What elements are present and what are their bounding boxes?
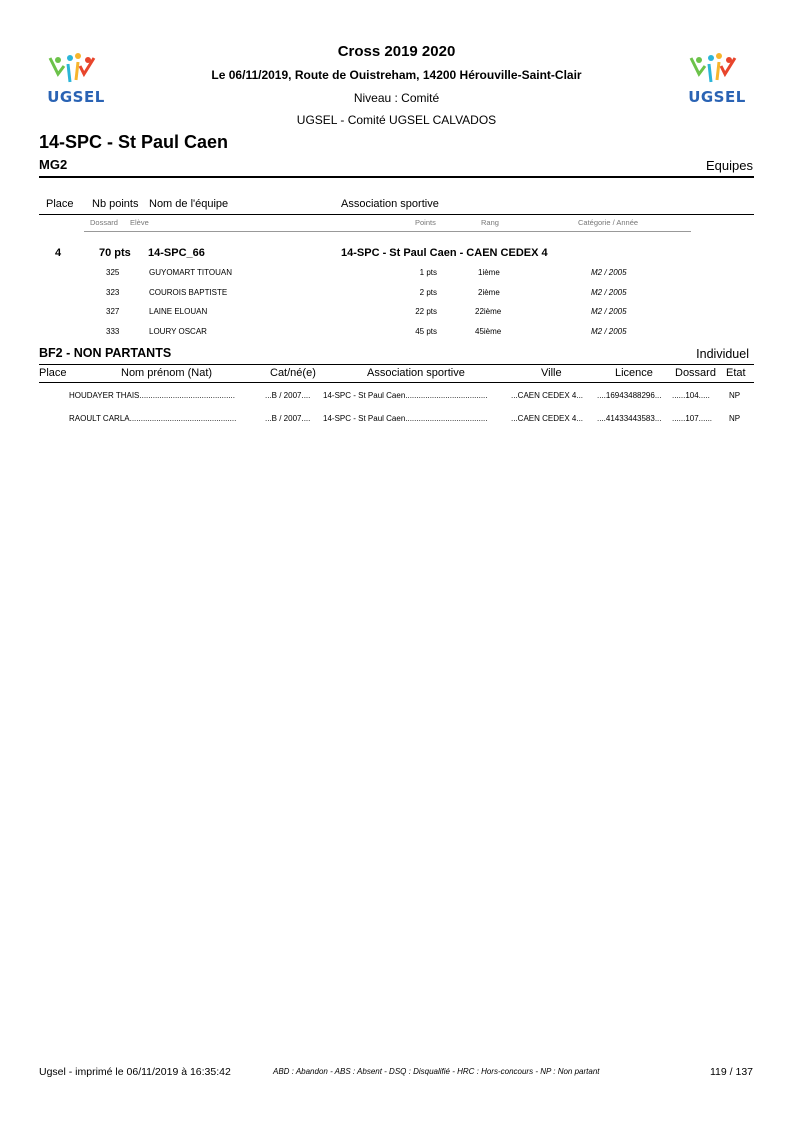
ns-col-city: Ville <box>541 367 562 379</box>
ns-status: NP <box>729 414 741 423</box>
team-name: 14-SPC_66 <box>148 247 205 259</box>
non-starters-type-label: Individuel <box>696 347 749 361</box>
member-rank: 2ième <box>478 288 500 297</box>
col-association-header: Association sportive <box>341 198 439 210</box>
col-team-name-header: Nom de l'équipe <box>149 198 229 210</box>
footer-printed: Ugsel - imprimé le 06/11/2019 à 16:35:42 <box>39 1066 231 1078</box>
ns-col-status: Etat <box>726 367 746 379</box>
footer-legend: ABD : Abandon - ABS : Absent - DSQ : Disqualifié - HRC : Hors-concours - NP : Non partant <box>273 1067 600 1076</box>
col-bib-subheader: Dossard <box>90 218 118 227</box>
ns-bib: ......104..... <box>672 391 710 400</box>
member-rank: 1ième <box>478 268 500 277</box>
member-bib: 323 <box>106 288 120 297</box>
ns-license: ....41433443583... <box>597 414 662 423</box>
ns-bib: ......107...... <box>672 414 713 423</box>
member-category: M2 / 2005 <box>591 327 627 336</box>
member-rank: 45ième <box>475 327 502 336</box>
ns-name: HOUDAYER THAIS........................................... <box>69 391 235 400</box>
ns-col-bib: Dossard <box>675 367 716 379</box>
member-category: M2 / 2005 <box>591 268 627 277</box>
col-place-header: Place <box>46 198 74 210</box>
event-subtitle: Le 06/11/2019, Route de Ouistreham, 14200 Hérouville-Saint-Clair <box>211 68 582 82</box>
member-points: 45 pts <box>415 327 437 336</box>
category-label: MG2 <box>39 157 68 172</box>
team-association: 14-SPC - St Paul Caen - CAEN CEDEX 4 <box>341 247 548 259</box>
member-points: 1 pts <box>419 268 437 277</box>
ns-city: ...CAEN CEDEX 4... <box>511 391 584 400</box>
ugsel-logo-text: UGSEL <box>688 88 746 106</box>
ns-col-name: Nom prénom (Nat) <box>121 367 213 379</box>
ns-license: ....16943488296... <box>597 391 662 400</box>
non-starters-title: BF2 - NON PARTANTS <box>39 346 172 360</box>
member-name: LOURY OSCAR <box>149 327 207 336</box>
member-category: M2 / 2005 <box>591 288 627 297</box>
col-points-header: Nb points <box>92 198 139 210</box>
ns-cat: ...B / 2007.... <box>265 414 311 423</box>
col-student-subheader: Elève <box>130 218 149 227</box>
page-number: 119 / 137 <box>709 1066 753 1078</box>
section-type-label: Equipes <box>706 158 753 173</box>
member-bib: 325 <box>106 268 120 277</box>
ns-city: ...CAEN CEDEX 4... <box>511 414 584 423</box>
member-name: LAINE ELOUAN <box>149 307 208 316</box>
member-name: COUROIS BAPTISTE <box>149 288 228 297</box>
team-points: 70 pts <box>99 247 131 259</box>
ns-status: NP <box>729 391 741 400</box>
divider <box>39 214 754 215</box>
col-category-subheader: Catégorie / Année <box>578 218 639 227</box>
ugsel-logo-text: UGSEL <box>47 88 105 106</box>
divider <box>84 231 691 232</box>
col-points-subheader: Points <box>415 218 436 227</box>
member-name: GUYOMART TITOUAN <box>149 268 232 277</box>
club-title: 14-SPC - St Paul Caen <box>39 132 229 152</box>
member-category: M2 / 2005 <box>591 307 627 316</box>
ns-col-association: Association sportive <box>367 367 465 379</box>
event-level: Niveau : Comité <box>353 91 440 105</box>
ns-cat: ...B / 2007.... <box>265 391 311 400</box>
event-title: Cross 2019 2020 <box>337 43 456 60</box>
ns-name: RAOULT CARLA................................................ <box>69 414 237 423</box>
ns-col-place: Place <box>39 367 67 379</box>
member-points: 2 pts <box>419 288 437 297</box>
member-points: 22 pts <box>415 307 437 316</box>
divider <box>39 382 754 383</box>
ns-association: 14-SPC - St Paul Caen..................................... <box>323 391 488 400</box>
ns-association: 14-SPC - St Paul Caen..................................... <box>323 414 488 423</box>
ns-col-license: Licence <box>615 367 653 379</box>
member-rank: 22ième <box>475 307 502 316</box>
member-bib: 327 <box>106 307 120 316</box>
event-committee: UGSEL - Comité UGSEL CALVADOS <box>296 113 497 127</box>
ns-col-cat: Cat/né(e) <box>270 367 316 379</box>
col-rank-subheader: Rang <box>481 218 499 227</box>
divider <box>39 176 754 178</box>
member-bib: 333 <box>106 327 120 336</box>
team-place: 4 <box>55 247 62 259</box>
divider <box>39 364 754 365</box>
